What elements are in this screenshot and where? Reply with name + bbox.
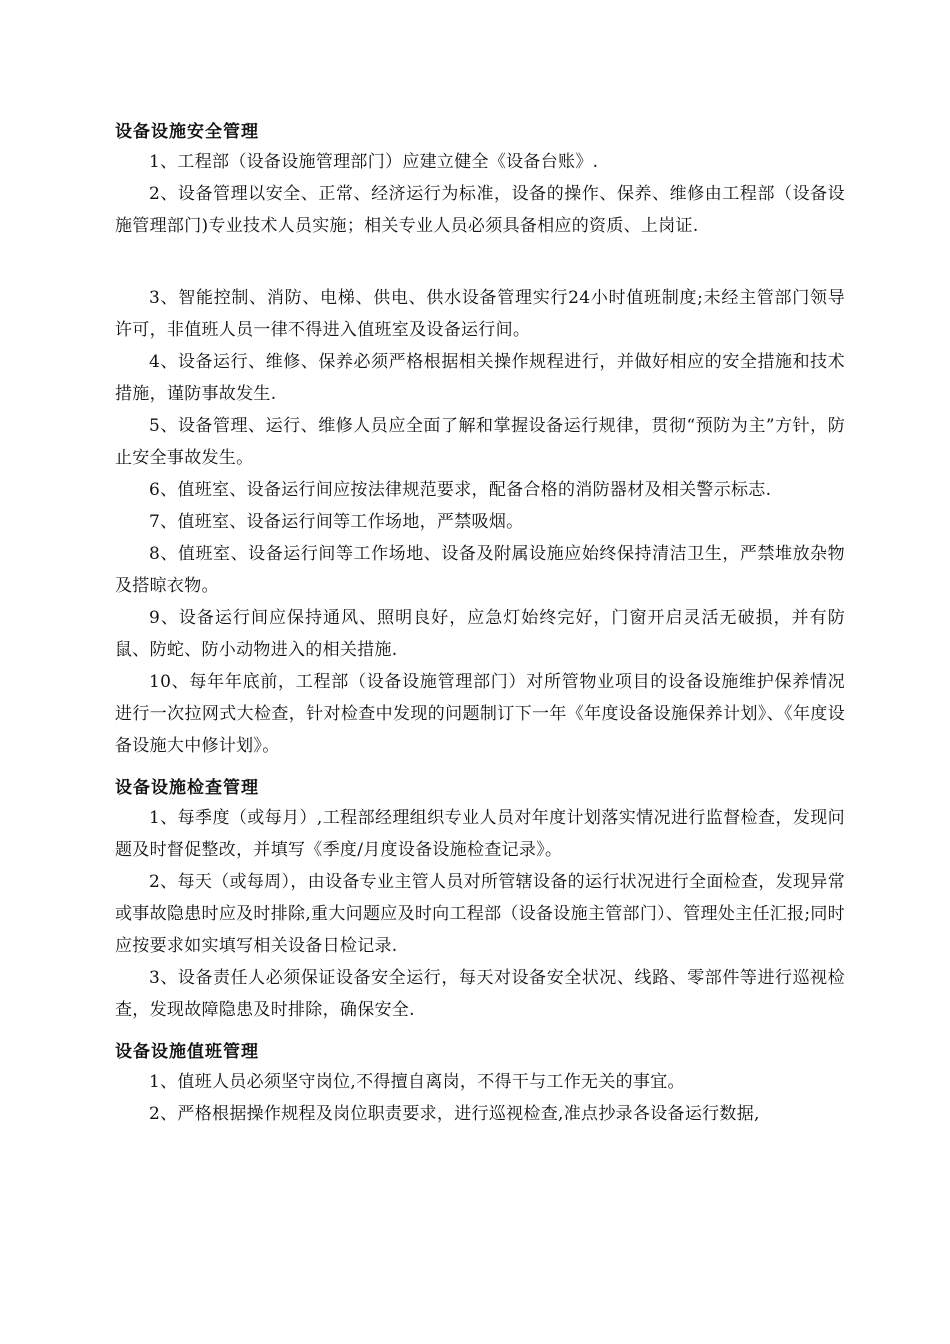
paragraph: 8、值班室、设备运行间等工作场地、设备及附属设施应始终保持清洁卫生，严禁堆放杂物及搭晾衣物。 bbox=[115, 544, 845, 596]
paragraph: 1、每季度（或每月）,工程部经理组织专业人员对年度计划落实情况进行监督检查，发现问题及时督促整改，并填写《季度/月度设备设施检查记录》。 bbox=[115, 808, 845, 860]
paragraph: 2、设备管理以安全、正常、经济运行为标准，设备的操作、保养、维修由工程部（设备设施管理部门)专业技术人员实施；相关专业人员必须具备相应的资质、上岗证. bbox=[115, 184, 845, 236]
section-inspection-management bbox=[115, 774, 845, 1026]
section-title: 设备设施检查管理 bbox=[115, 778, 259, 798]
section-safety-management bbox=[115, 118, 845, 762]
paragraph: 6、值班室、设备运行间应按法律规范要求，配备合格的消防器材及相关警示标志. bbox=[149, 480, 772, 500]
paragraph: 2、严格根据操作规程及岗位职责要求，进行巡视检查,准点抄录各设备运行数据, bbox=[149, 1104, 760, 1124]
paragraph: 7、值班室、设备运行间等工作场地，严禁吸烟。 bbox=[149, 512, 524, 532]
paragraph: 1、值班人员必须坚守岗位,不得擅自离岗，不得干与工作无关的事宜。 bbox=[149, 1072, 685, 1092]
section-title: 设备设施值班管理 bbox=[115, 1042, 259, 1062]
paragraph: 10、每年年底前，工程部（设备设施管理部门）对所管物业项目的设备设施维护保养情况进行一次拉网式大检查，针对检查中发现的问题制订下一年《年度设备设施保养计划》、《年度设备设施大中修计划》。 bbox=[115, 672, 845, 756]
paragraph: 2、每天（或每周），由设备专业主管人员对所管辖设备的运行状况进行全面检查，发现异常或事故隐患时应及时排除,重大问题应及时向工程部（设备设施主管部门）、管理处主任汇报;同时应按要求如实填写相关设备日检记录. bbox=[115, 872, 845, 956]
document-body bbox=[115, 118, 845, 1130]
section-title: 设备设施安全管理 bbox=[115, 122, 259, 142]
paragraph: 5、设备管理、运行、维修人员应全面了解和掌握设备运行规律，贯彻“预防为主”方针，防止安全事故发生。 bbox=[115, 416, 845, 468]
section-duty-management bbox=[115, 1038, 845, 1130]
paragraph: 1、工程部（设备设施管理部门）应建立健全《设备台账》. bbox=[149, 152, 599, 172]
paragraph: 4、设备运行、维修、保养必须严格根据相关操作规程进行，并做好相应的安全措施和技术措施，谨防事故发生. bbox=[115, 352, 845, 404]
paragraph: 3、设备责任人必须保证设备安全运行，每天对设备安全状况、线路、零部件等进行巡视检查，发现故障隐患及时排除，确保安全. bbox=[115, 968, 845, 1020]
paragraph: 3、智能控制、消防、电梯、供电、供水设备管理实行24小时值班制度;未经主管部门领导许可，非值班人员一律不得进入值班室及设备运行间。 bbox=[115, 288, 845, 340]
paragraph: 9、设备运行间应保持通风、照明良好，应急灯始终完好，门窗开启灵活无破损，并有防鼠、防蛇、防小动物进入的相关措施. bbox=[115, 608, 845, 660]
